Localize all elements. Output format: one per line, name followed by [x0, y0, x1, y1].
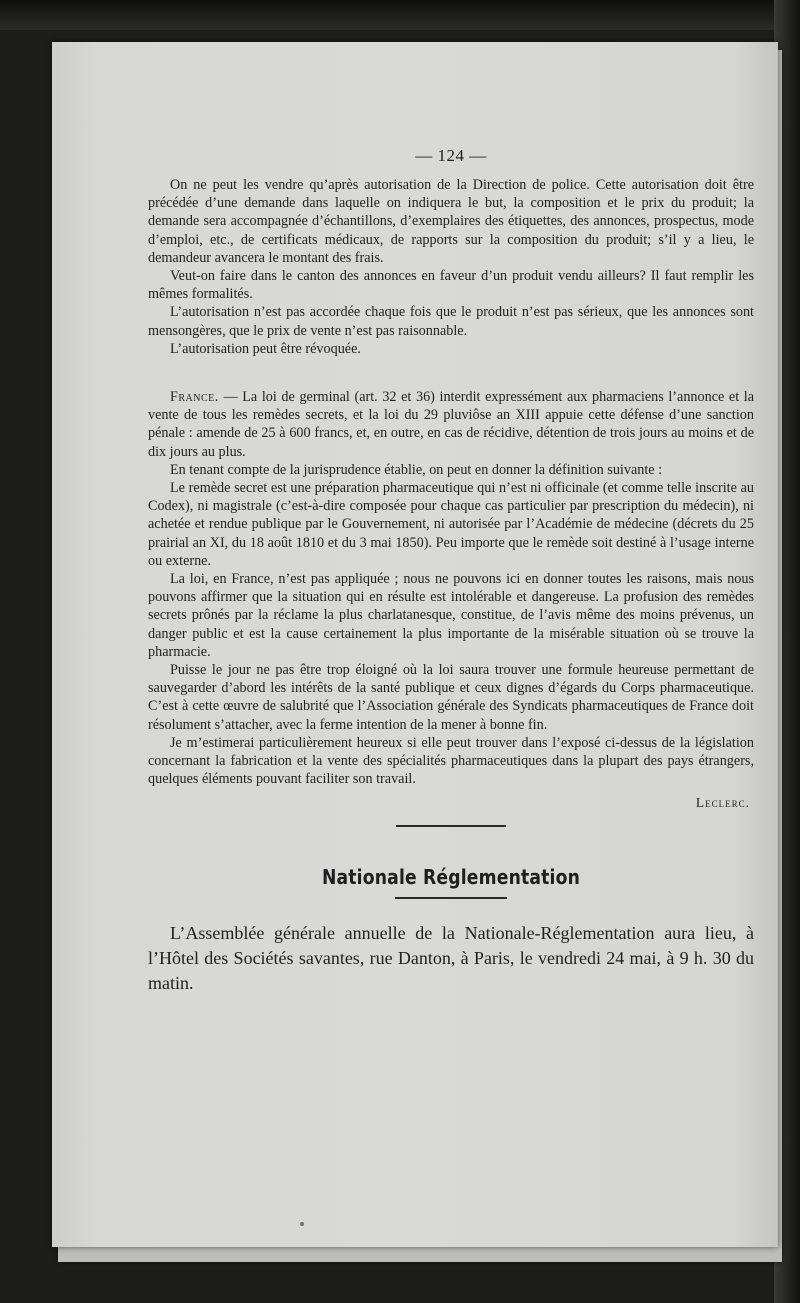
paragraph: L’autorisation peut être révoquée.: [170, 340, 361, 357]
paragraph: L’autorisation n’est pas accordée chaque fois que le produit n’est pas sérieux, que les annonces sont mensongères, que le prix de vente n’est pas raisonnable.: [148, 304, 754, 339]
paragraph: Puisse le jour ne pas être trop éloigné où la loi saura trouver une formule heureuse permettant de sauvegarder d’abord les intérêts de la santé publique et ceux dignes d’égards du Corps pharmaceutique. C’est à cette œuvre de salubrité que l’Association générale des Syndicats pharmaceutiques de France doit résolument s’attacher, avec la ferme intention de la mener à bonne fin.: [148, 662, 754, 733]
meeting-notice: L’Assemblée générale annuelle de la Nationale-Réglementation aura lieu, à l’Hôtel des Sociétés savantes, rue Danton, à Paris, le vendredi 24 mai, à 9 h. 30 du matin.: [148, 922, 754, 993]
page-content: [148, 146, 754, 996]
paragraph: La loi, en France, n’est pas appliquée ; nous ne pouvons ici en donner toutes les raisons, mais nous pouvons affirmer que la situation qui en résulte est intolérable et dangereuse. La profusion des remèdes secrets prônés par la réclame la plus charlatanesque, constitue, de l’avis même des moins prévenus, un danger public et est la cause certainement la plus importante de la misérable situation où se trouve la pharmacie.: [148, 571, 754, 660]
article-body: [148, 176, 754, 811]
section-title: Nationale Réglementation: [321, 864, 581, 889]
page-number: — 124 —: [415, 146, 487, 165]
paragraph: Le remède secret est une préparation pharmaceutique qui n’est ni officinale (et comme telle inscrite au Codex), ni magistrale (c’est-à-dire composée pour chaque cas particulier par prescription du médecin), ni achetée et rendue publique par le Gouvernement, ni autorisée par l’Académie de médecine (décrets du 25 prairial an XI, du 18 août 1810 et du 3 mai 1850). Peu importe que le remède soit destiné à l’usage interne ou externe.: [148, 480, 754, 569]
section-gap: [148, 358, 754, 388]
france-text: — La loi de germinal (art. 32 et 36) interdit expressément aux pharmaciens l’annonce et la vente de tous les remèdes secrets, et la loi du 29 pluviôse an XIII appuie cette défense d’une sanction pénale : amende de 25 à 600 francs, et, en outre, en cas de récidive, détention de trois jours au moins et de dix jours au plus.: [148, 389, 754, 460]
title-underline: [395, 897, 507, 899]
france-paragraph: [148, 388, 754, 461]
separator-rule: [396, 825, 506, 827]
paragraph: Veut-on faire dans le canton des annonces en faveur d’un produit vendu ailleurs? Il faut remplir les mêmes formalités.: [148, 268, 754, 303]
paper-speck: [300, 1222, 304, 1226]
document-page: [52, 42, 778, 1247]
country-label: France.: [170, 389, 219, 406]
scan-top-edge: [0, 0, 800, 30]
paragraph: En tenant compte de la jurisprudence établie, on peut en donner la définition suivante :: [170, 461, 663, 478]
paragraph: Je m’estimerai particulièrement heureux si elle peut trouver dans l’exposé ci-dessus de la législation concernant la fabrication et la vente des spécialités pharmaceutiques dans la plupart des pays étrangers, quelques éléments pouvant faciliter son travail.: [148, 734, 754, 788]
paragraph: On ne peut les vendre qu’après autorisation de la Direction de police. Cette autorisation doit être précédée d’une demande dans laquelle on indiquera le but, la composition et le prix du produit; la demande sera accompagnée d’échantillons, d’exemplaires des étiquettes, des annonces, prospectus, mode d’emploi, etc., de certificats médicaux, de rapports sur la composition du produit; s’il y a lieu, le demandeur avancera le montant des frais.: [148, 177, 754, 266]
author-signature: Leclerc.: [695, 794, 750, 810]
